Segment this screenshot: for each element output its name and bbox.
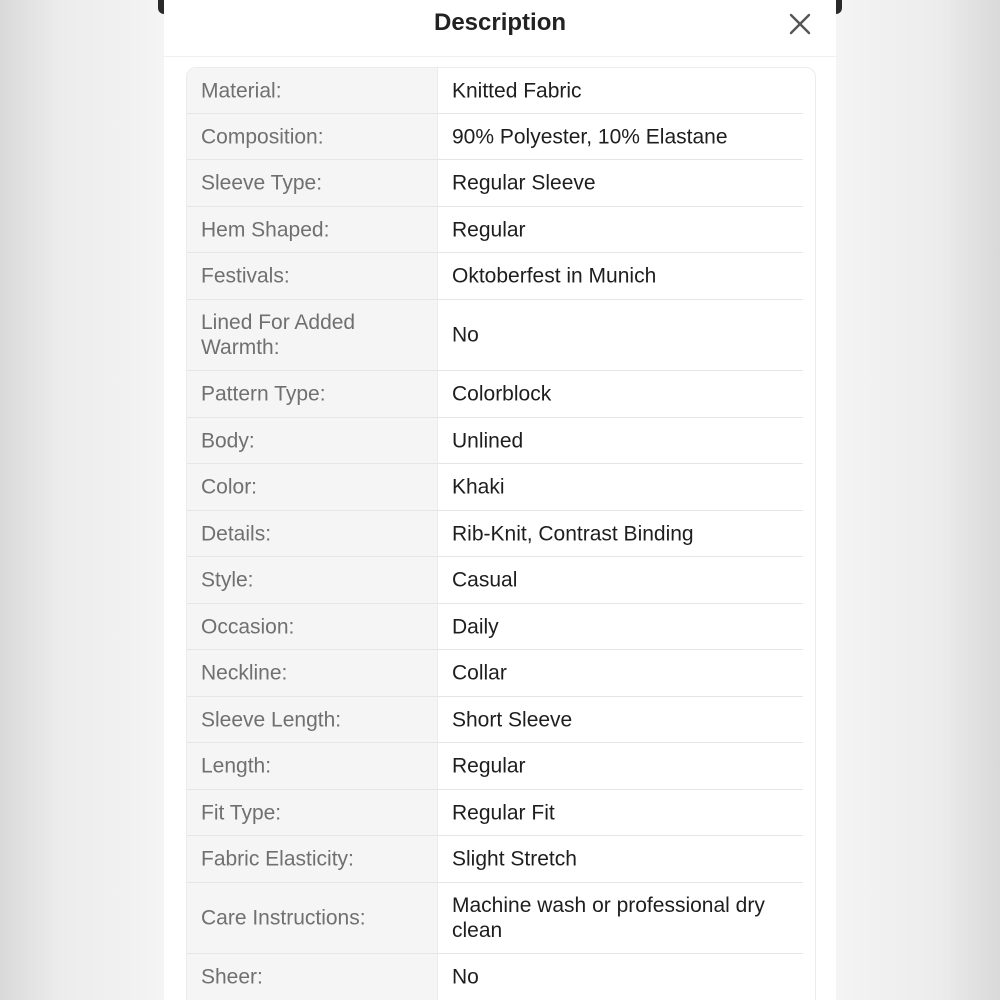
spec-label: Body: bbox=[201, 429, 255, 452]
close-icon bbox=[786, 10, 814, 38]
spec-value: Collar bbox=[452, 661, 507, 685]
spec-label: Material: bbox=[201, 79, 282, 102]
spec-value: Daily bbox=[452, 615, 499, 638]
spec-value: No bbox=[452, 323, 479, 347]
spec-label: Style: bbox=[201, 568, 254, 592]
description-sheet bbox=[164, 0, 836, 1000]
table-row bbox=[187, 650, 803, 697]
table-row bbox=[187, 464, 803, 511]
spec-value: Colorblock bbox=[452, 382, 552, 406]
spec-label: Length: bbox=[201, 754, 272, 778]
table-row bbox=[187, 743, 803, 790]
spec-value: Regular Sleeve bbox=[452, 171, 596, 195]
spec-label: Occasion: bbox=[201, 615, 295, 638]
table-row bbox=[187, 418, 803, 464]
spec-label: Care Instructions: bbox=[201, 906, 366, 930]
spec-table bbox=[186, 67, 816, 1000]
spec-value: Short Sleeve bbox=[452, 708, 573, 731]
table-row bbox=[187, 253, 803, 300]
spec-value: Casual bbox=[452, 568, 518, 592]
spec-label: Pattern Type: bbox=[201, 382, 326, 406]
spec-label: Sheer: bbox=[201, 965, 263, 989]
spec-value: 90% Polyester, 10% Elastane bbox=[452, 125, 728, 148]
spec-value: Khaki bbox=[452, 475, 505, 499]
spec-label: Color: bbox=[201, 475, 258, 499]
sheet-header bbox=[164, 0, 836, 57]
spec-value: Regular bbox=[452, 218, 526, 241]
spec-value: Oktoberfest in Munich bbox=[452, 264, 657, 288]
table-row bbox=[187, 954, 803, 1000]
spec-label: Hem Shaped: bbox=[201, 218, 330, 241]
table-row bbox=[187, 300, 803, 371]
table-row bbox=[187, 697, 803, 743]
table-row bbox=[187, 790, 803, 836]
table-row bbox=[187, 511, 803, 557]
table-row bbox=[187, 114, 803, 160]
sheet-title: Description bbox=[433, 9, 567, 36]
spec-value: Slight Stretch bbox=[452, 847, 577, 871]
spec-label: Fabric Elasticity: bbox=[201, 847, 354, 871]
spec-value: Rib-Knit, Contrast Binding bbox=[452, 522, 694, 545]
spec-label: Sleeve Length: bbox=[201, 708, 342, 731]
table-row bbox=[187, 207, 803, 253]
table-row bbox=[187, 557, 803, 604]
spec-value: Unlined bbox=[452, 429, 524, 452]
spec-value: Machine wash or professional dry clean bbox=[452, 894, 765, 942]
close-button[interactable] bbox=[786, 10, 814, 38]
table-row bbox=[187, 883, 803, 954]
table-row bbox=[187, 371, 803, 418]
spec-value: Regular Fit bbox=[452, 801, 555, 824]
spec-label: Lined For Added Warmth: bbox=[201, 311, 356, 359]
spec-label: Details: bbox=[201, 522, 272, 545]
spec-label: Sleeve Type: bbox=[201, 171, 323, 195]
backdrop-edge bbox=[836, 0, 842, 14]
spec-label: Neckline: bbox=[201, 661, 288, 685]
spec-value: Regular bbox=[452, 754, 526, 778]
spec-label: Festivals: bbox=[201, 264, 290, 288]
spec-label: Composition: bbox=[201, 125, 324, 148]
table-row bbox=[187, 160, 803, 207]
table-row bbox=[187, 68, 803, 114]
table-row bbox=[187, 836, 803, 883]
spec-value: Knitted Fabric bbox=[452, 79, 582, 102]
spec-label: Fit Type: bbox=[201, 801, 282, 824]
table-row bbox=[187, 604, 803, 650]
spec-value: No bbox=[452, 965, 479, 989]
